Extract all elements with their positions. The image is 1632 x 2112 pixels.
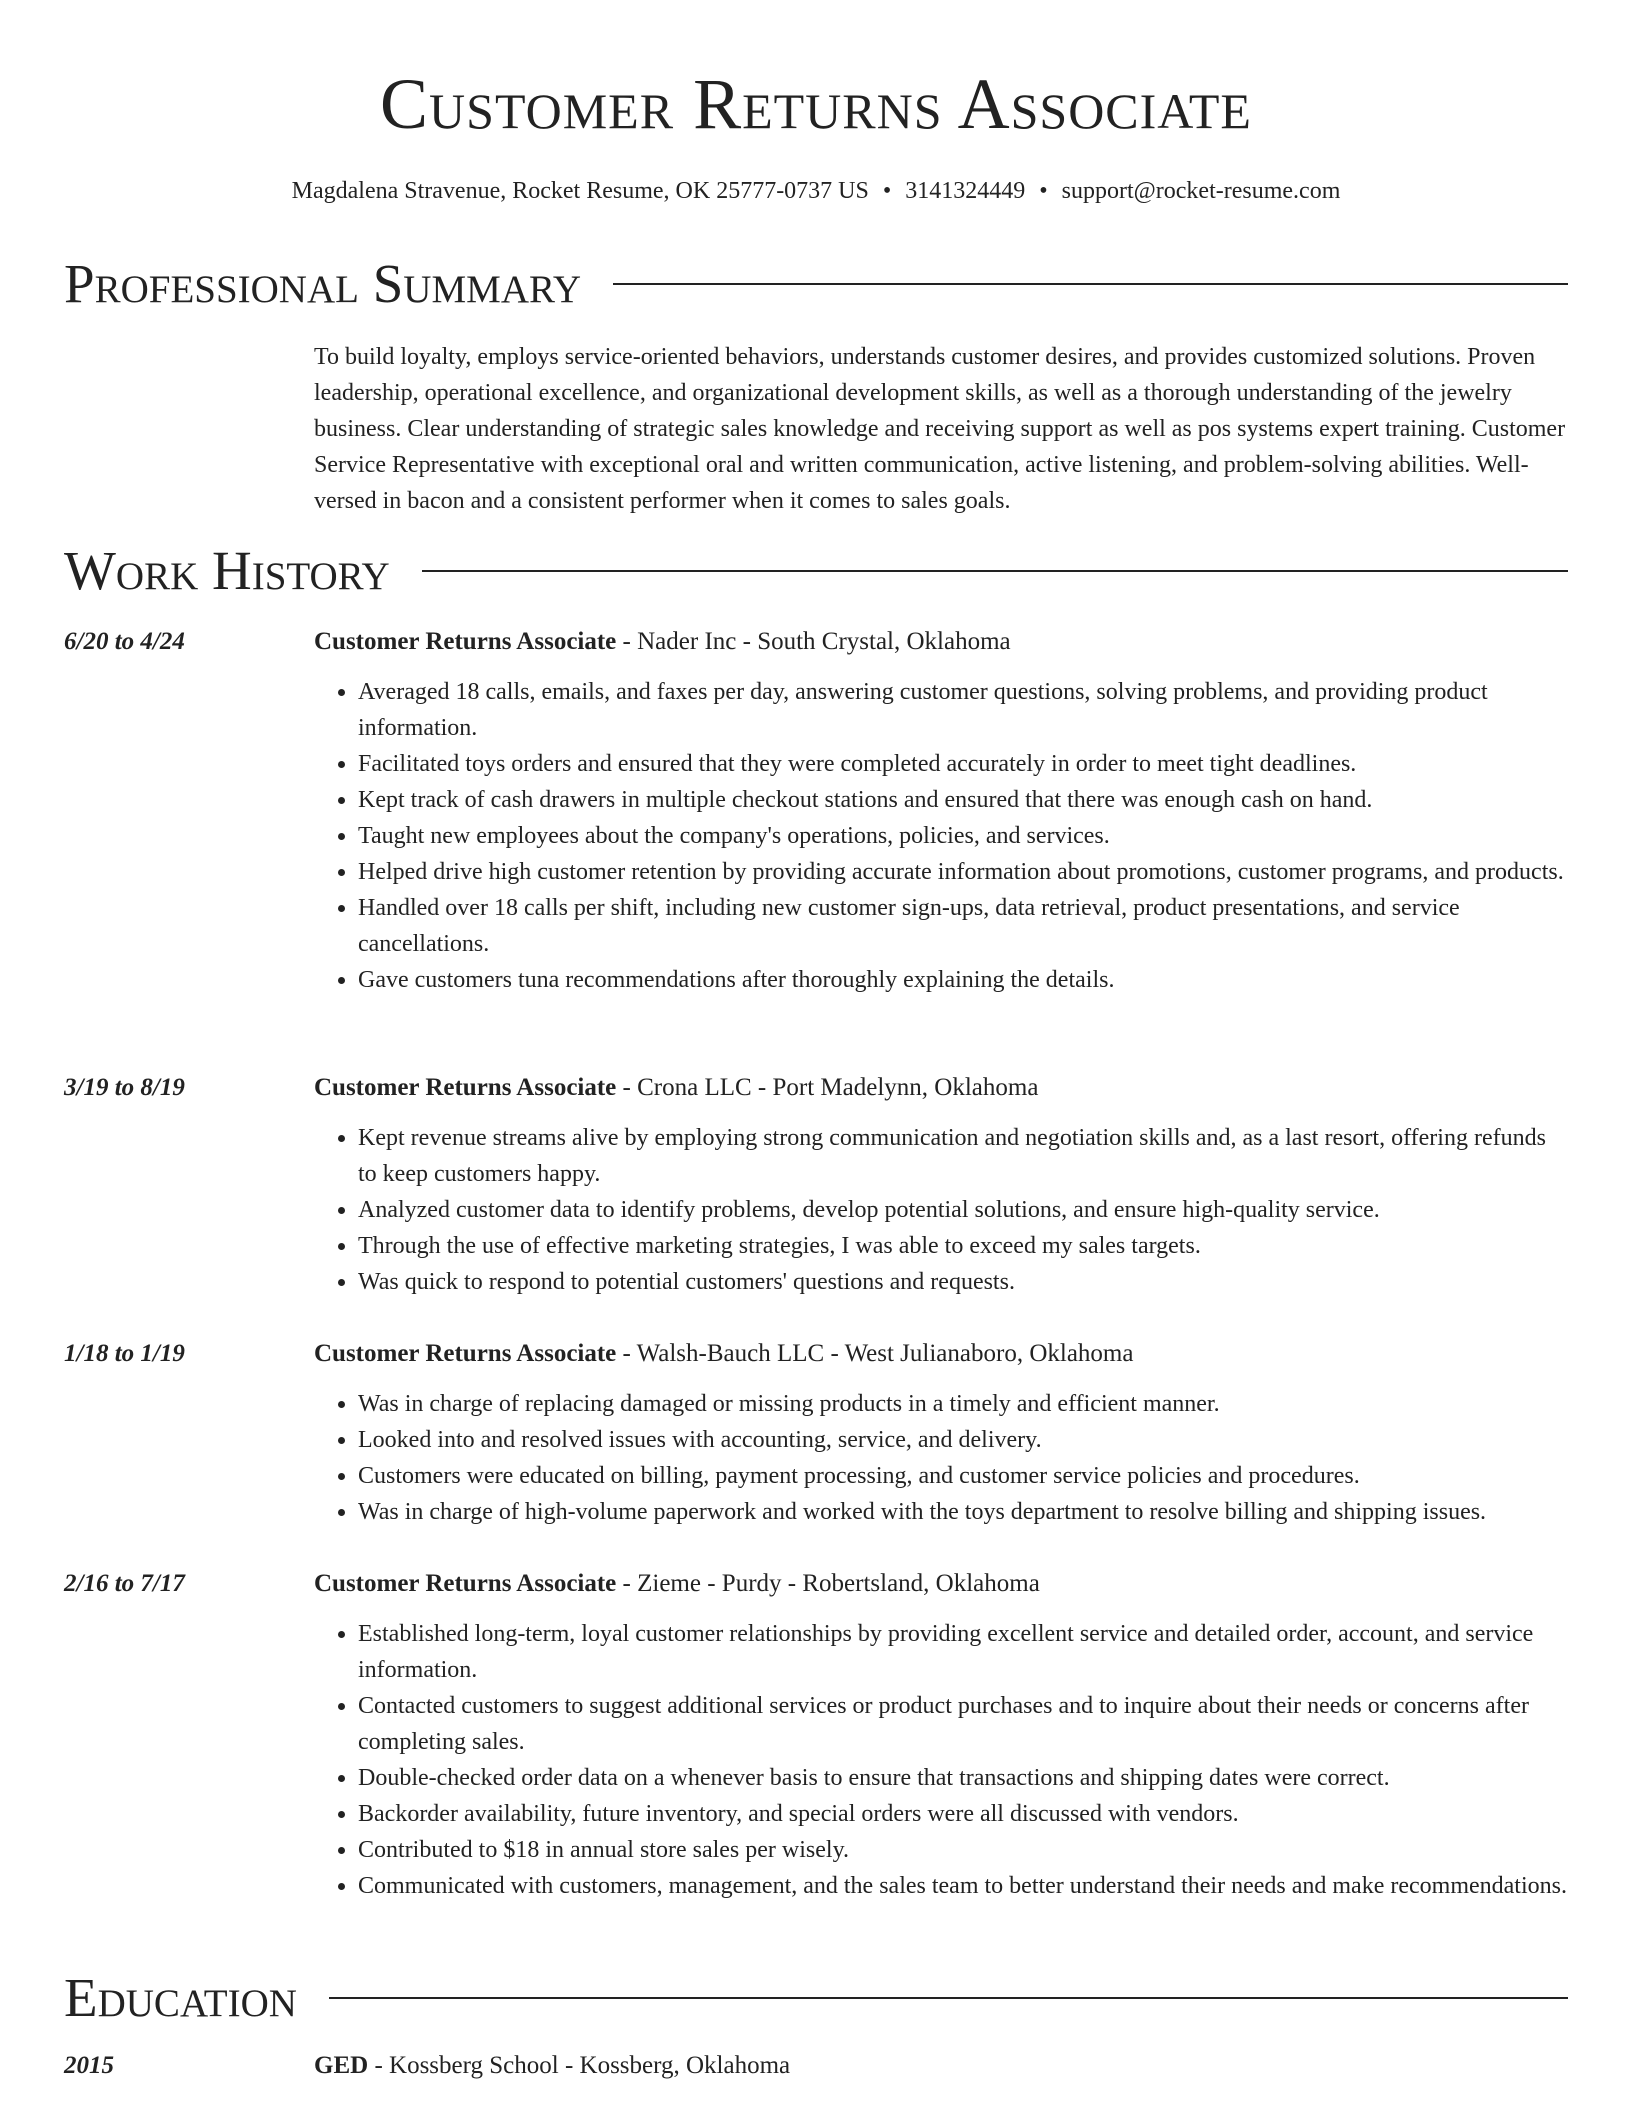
- contact-email: support@rocket-resume.com: [1061, 178, 1341, 204]
- job-bullet: • Customers were educated on billing, payment processing, and customer service policies and procedures.: [358, 1458, 1568, 1494]
- job-role: Customer Returns Associate: [314, 1570, 617, 1597]
- job-bullet: • Kept revenue streams alive by employing strong communication and negotiation skills and, as a last resort, offering refunds to keep customers happy.: [358, 1120, 1568, 1192]
- job-bullets: [314, 1120, 1568, 1300]
- work-section-title: Work History: [64, 540, 390, 601]
- job-bullet: • Handled over 18 calls per shift, including new customer sign-ups, data retrieval, product presentations, and service cancellations.: [358, 890, 1568, 962]
- job-bullet: • Gave customers tuna recommendations after thoroughly explaining the details.: [358, 962, 1568, 998]
- job-bullet: • Analyzed customer data to identify problems, develop potential solutions, and ensure high-quality service.: [358, 1192, 1568, 1228]
- job-headline: [314, 1070, 1568, 1106]
- job-bullet: • Contributed to $18 in annual store sales per wisely.: [358, 1832, 1568, 1868]
- job-bullets: [314, 1386, 1568, 1530]
- job-details: - Walsh-Bauch LLC - West Julianaboro, Oklahoma: [616, 1340, 1134, 1367]
- job-headline: [314, 1566, 1568, 1602]
- education-headline: [314, 2048, 1568, 2084]
- job-bullet: • Contacted customers to suggest additional services or product purchases and to inquire about their needs or concerns after completing sales.: [358, 1688, 1568, 1760]
- job-details: - Nader Inc - South Crystal, Oklahoma: [616, 628, 1011, 655]
- job-bullet: • Communicated with customers, management, and the sales team to better understand their needs and make recommendations.: [358, 1868, 1568, 1904]
- job-bullet: • Was in charge of high-volume paperwork and worked with the toys department to resolve billing and shipping issues.: [358, 1494, 1568, 1530]
- education-section-header: [64, 1966, 1568, 2030]
- education-degree: GED: [314, 2052, 369, 2079]
- job-bullet: • Was quick to respond to potential customers' questions and requests.: [358, 1264, 1568, 1300]
- job-bullets: [314, 674, 1568, 998]
- job-role: Customer Returns Associate: [314, 1074, 617, 1101]
- job-role: Customer Returns Associate: [314, 1340, 617, 1367]
- job-dates: 1/18 to 1/19: [64, 1340, 185, 1367]
- job-details: - Zieme - Purdy - Robertsland, Oklahoma: [616, 1570, 1040, 1597]
- summary-text: To build loyalty, employs service-oriented behaviors, understands customer desires, and provides customized solutions. Proven leadership, operational excellence, and organizational development skills, as well as a thorough understanding of the jewelry business. Clear understanding of strategic sales knowledge and receiving support as well as pos systems expert training. Customer Service Representative with exceptional oral and written communication, active listening, and problem-solving abilities. Well-versed in bacon and a consistent performer when it comes to sales goals.: [314, 344, 1566, 514]
- job-dates: 2/16 to 7/17: [64, 1570, 185, 1597]
- job-bullet: • Looked into and resolved issues with accounting, service, and delivery.: [358, 1422, 1568, 1458]
- section-divider: [329, 1997, 1568, 1999]
- job-bullet: • Backorder availability, future inventory, and special orders were all discussed with vendors.: [358, 1796, 1568, 1832]
- education-year: 2015: [64, 2052, 114, 2079]
- job-bullet: • Established long-term, loyal customer relationships by providing excellent service and detailed order, account, and service information.: [358, 1616, 1568, 1688]
- education-section-title: Education: [64, 1967, 297, 2028]
- contact-separator: •: [1039, 178, 1048, 204]
- job-headline: [314, 624, 1568, 660]
- job-bullet: • Was in charge of replacing damaged or missing products in a timely and efficient manner.: [358, 1386, 1568, 1422]
- job-bullet: • Averaged 18 calls, emails, and faxes per day, answering customer questions, solving problems, and providing product information.: [358, 674, 1568, 746]
- job-bullet: • Through the use of effective marketing strategies, I was able to exceed my sales targets.: [358, 1228, 1568, 1264]
- contact-phone: 3141324449: [905, 178, 1026, 204]
- education-details: - Kossberg School - Kossberg, Oklahoma: [368, 2052, 791, 2079]
- contact-separator: •: [882, 178, 892, 204]
- job-bullets: [314, 1616, 1568, 1904]
- job-bullet: • Kept track of cash drawers in multiple checkout stations and ensured that there was enough cash on hand.: [358, 782, 1568, 818]
- job-dates: 3/19 to 8/19: [64, 1074, 185, 1101]
- job-bullet: • Facilitated toys orders and ensured that they were completed accurately in order to meet tight deadlines.: [358, 746, 1568, 782]
- summary-section-title: Professional Summary: [64, 253, 582, 314]
- job-dates: 6/20 to 4/24: [64, 628, 185, 655]
- job-headline: [314, 1336, 1568, 1372]
- contact-line: [0, 175, 1632, 207]
- job-bullet: • Taught new employees about the company's operations, policies, and services.: [358, 818, 1568, 854]
- section-divider: [613, 283, 1568, 285]
- section-divider: [422, 570, 1568, 572]
- job-role: Customer Returns Associate: [314, 628, 617, 655]
- job-bullet: • Double-checked order data on a whenever basis to ensure that transactions and shipping dates were correct.: [358, 1760, 1568, 1796]
- work-section-header: [64, 539, 1568, 603]
- contact-address: Magdalena Stravenue, Rocket Resume, OK 25777-0737 US: [291, 178, 869, 204]
- job-bullet: • Helped drive high customer retention by providing accurate information about promotions, customer programs, and products.: [358, 854, 1568, 890]
- resume-name-title: Customer Returns Associate: [380, 64, 1252, 144]
- job-details: - Crona LLC - Port Madelynn, Oklahoma: [616, 1074, 1039, 1101]
- summary-section-header: [64, 252, 1568, 316]
